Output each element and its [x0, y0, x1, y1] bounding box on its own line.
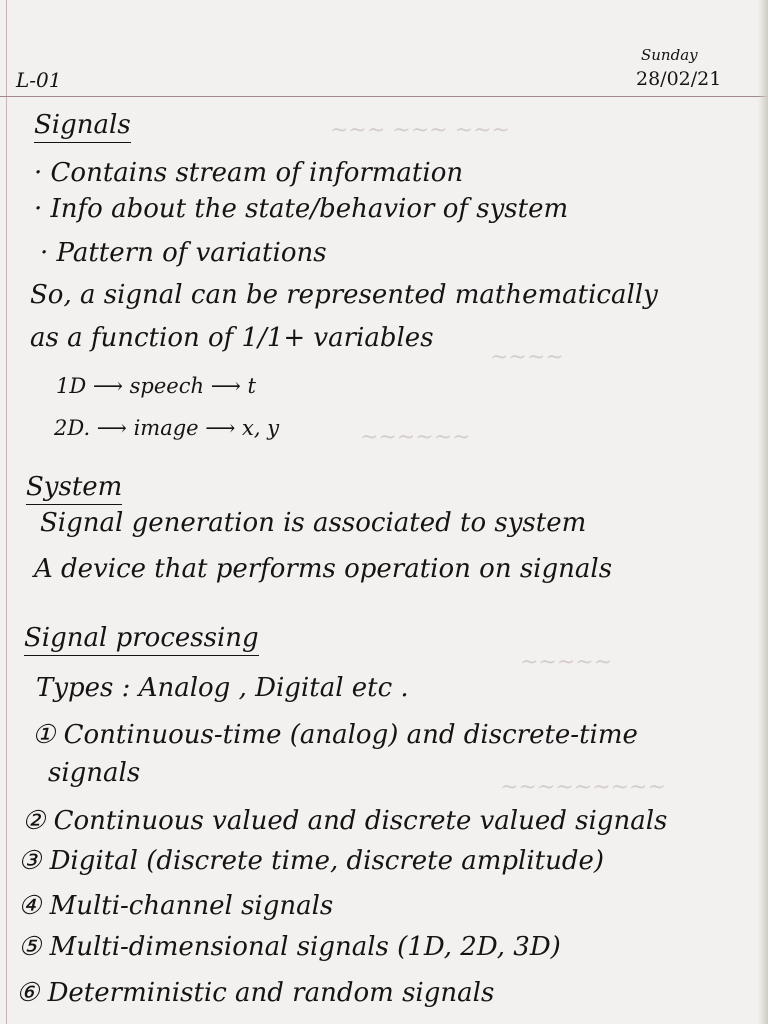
- signal-types-line: Types : Analog , Digital etc .: [36, 673, 409, 703]
- signal-example: 2D. ⟶ image ⟶ x, y: [54, 416, 280, 440]
- signal-type-item: ④ Multi-channel signals: [18, 891, 334, 921]
- lecture-number: L-01: [16, 68, 62, 92]
- margin-line: [6, 0, 7, 1024]
- signal-example: 1D ⟶ speech ⟶ t: [56, 374, 256, 398]
- signals-bullet: · Contains stream of information: [34, 158, 464, 188]
- system-heading: System: [26, 474, 122, 500]
- signals-paragraph-line: So, a signal can be represented mathematically: [30, 280, 658, 310]
- bleed-through-mark: ~~~~~: [520, 650, 613, 675]
- day-label: Sunday: [641, 46, 698, 64]
- date-label: 28/02/21: [636, 68, 722, 90]
- signal-type-item: ③ Digital (discrete time, discrete amplitude): [18, 846, 605, 876]
- page-shadow: [758, 0, 768, 1024]
- signal-type-item: ② Continuous valued and discrete valued signals: [22, 806, 668, 836]
- signal-type-item-continuation: signals: [48, 758, 141, 788]
- bleed-through-mark: ~~~ ~~~ ~~~: [330, 118, 510, 143]
- signals-paragraph-line: as a function of 1/1+ variables: [30, 323, 434, 353]
- signal-type-item: ⑤ Multi-dimensional signals (1D, 2D, 3D): [18, 932, 561, 962]
- signal-type-item: ① Continuous-time (analog) and discrete-time: [32, 720, 638, 750]
- bleed-through-mark: ~~~~: [490, 345, 564, 370]
- signals-bullet: · Info about the state/behavior of system: [34, 194, 569, 224]
- system-line: A device that performs operation on signals: [34, 554, 613, 584]
- system-line: Signal generation is associated to system: [40, 508, 587, 538]
- signal-processing-heading: Signal processing: [24, 625, 259, 651]
- signal-type-item: ⑥ Deterministic and random signals: [16, 978, 495, 1008]
- signals-bullet: · Pattern of variations: [40, 238, 327, 268]
- header-rule: [0, 96, 768, 97]
- signals-heading: Signals: [34, 112, 131, 138]
- bleed-through-mark: ~~~~~~~~~: [500, 775, 666, 800]
- bleed-through-mark: ~~~~~~: [360, 425, 471, 450]
